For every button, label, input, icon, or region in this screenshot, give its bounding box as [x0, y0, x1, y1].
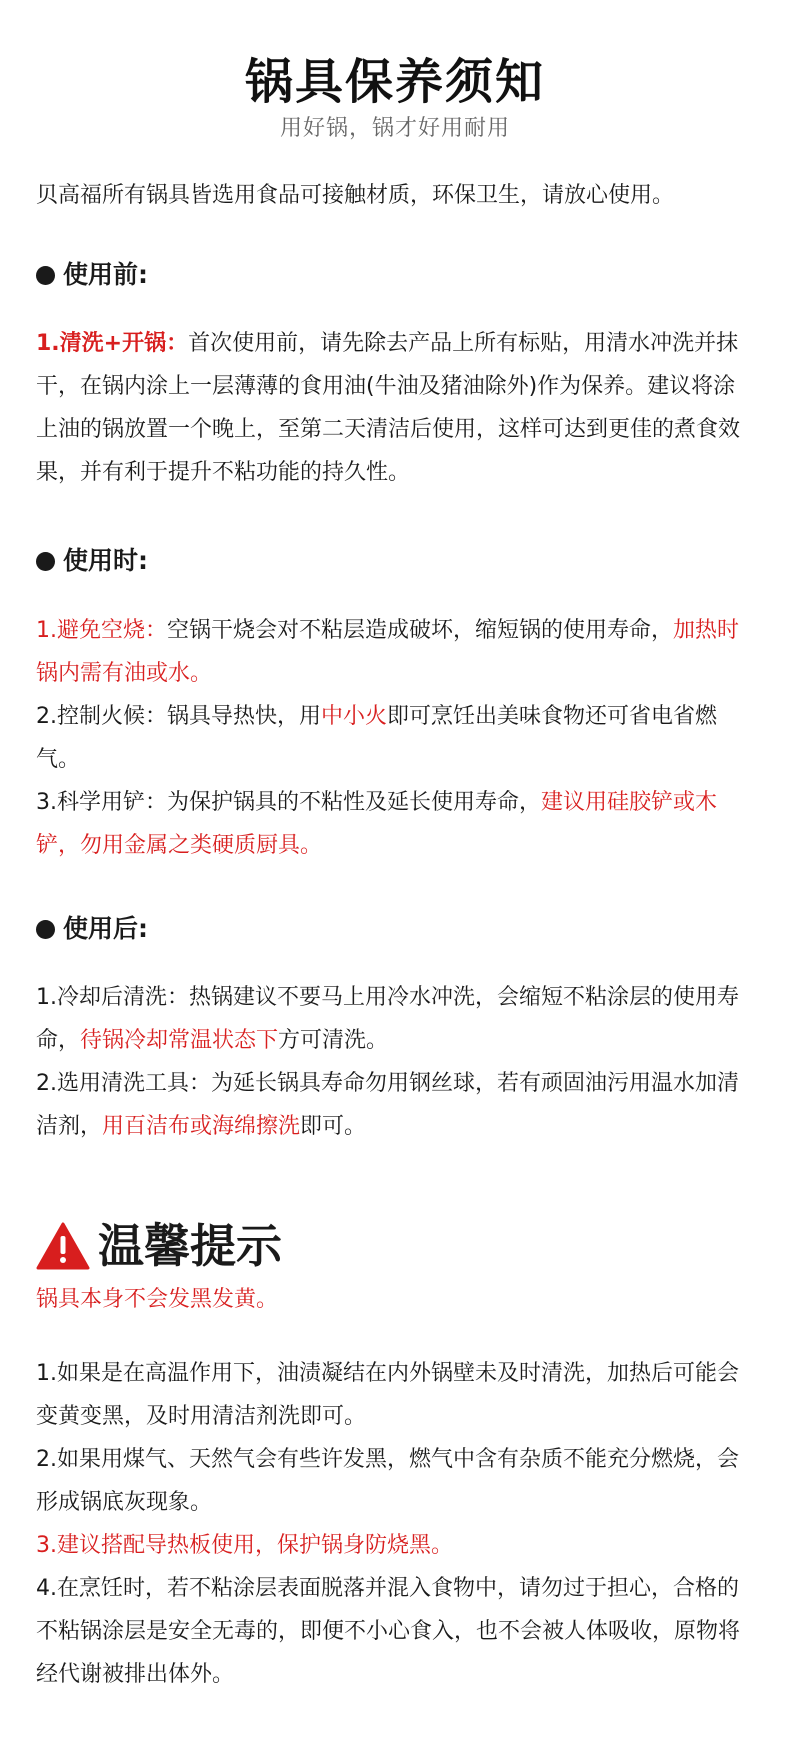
- tip-item-4: 4.在烹饪时，若不粘涂层表面脱落并混入食物中，请勿过于担心，合格的不粘锅涂层是安全无毒的，即便不小心食入，也不会被人体吸收，原物将经代谢被排出体外。: [36, 1576, 741, 1687]
- during-item-1: [36, 609, 756, 695]
- during-item-1-highlight: 加热时锅内需有油或水。: [36, 618, 740, 686]
- section-after-heading: [36, 912, 148, 946]
- after-item-1-text-a: 1.冷却后清洗：热锅建议不要马上用冷水冲洗，会缩短不粘涂层的使用寿命，: [36, 985, 739, 1053]
- after-item-1: [36, 976, 756, 1062]
- tip-item-1: 1.如果是在高温作用下，油渍凝结在内外锅壁未及时清洗，加热后可能会变黄变黑，及时用清洁剂洗即可。: [36, 1361, 739, 1429]
- section-before-heading: [36, 258, 148, 292]
- after-item-2-text-b: 即可。: [300, 1114, 367, 1139]
- tip-item-2: 2.如果用煤气、天然气会有些许发黑，燃气中含有杂质不能充分燃烧，会形成锅底灰现象。: [36, 1447, 739, 1515]
- during-item-1-label: 1.避免空烧：: [36, 618, 167, 643]
- tip-item-3: 3.建议搭配导热板使用，保护锅身防烧黑。: [36, 1533, 453, 1558]
- during-item-3: [36, 781, 756, 867]
- tips-body: [36, 1352, 756, 1696]
- during-item-2-text-b: 即可烹饪出美味食物还可省电省燃气。: [36, 704, 718, 772]
- page-title: 锅具保养须知: [244, 54, 545, 110]
- during-item-2: [36, 695, 756, 781]
- page-subtitle: 用好锅，锅才好用耐用: [279, 116, 510, 141]
- before-item-1: [36, 322, 756, 494]
- during-item-3-text: 3.科学用铲：为保护锅具的不粘性及延长使用寿命，: [36, 790, 541, 815]
- tips-heading: [36, 1216, 282, 1276]
- warning-triangle-icon: [36, 1222, 90, 1270]
- after-item-2-text-a: 2.选用清洗工具：为延长锅具寿命勿用钢丝球，若有顽固油污用温水加清洁剂，: [36, 1071, 739, 1139]
- after-item-2: [36, 1062, 756, 1148]
- section-before-label: 使用前:: [63, 260, 148, 289]
- section-during-body: [36, 609, 756, 867]
- section-before-body: [36, 322, 756, 494]
- intro-text: 贝高福所有锅具皆选用食品可接触材质，环保卫生，请放心使用。: [36, 183, 675, 208]
- during-item-1-text: 空锅干烧会对不粘层造成破坏，缩短锅的使用寿命，: [167, 618, 674, 643]
- section-during-label: 使用时:: [63, 546, 148, 575]
- tips-subheading: 锅具本身不会发黑发黄。: [36, 1287, 279, 1312]
- during-item-3-highlight: 建议用硅胶铲或木铲，勿用金属之类硬质厨具。: [36, 790, 718, 858]
- after-item-1-highlight: 待锅冷却常温状态下: [80, 1028, 279, 1053]
- before-item-1-label: 1.清洗+开锅：: [36, 331, 189, 356]
- after-item-2-highlight: 用百洁布或海绵擦洗: [102, 1114, 301, 1139]
- after-item-1-text-b: 方可清洗。: [278, 1028, 389, 1053]
- section-during-heading: [36, 544, 148, 578]
- bullet-dot-icon: [36, 552, 55, 571]
- during-item-2-text-a: 2.控制火候：锅具导热快，用: [36, 704, 321, 729]
- before-item-1-text: 首次使用前，请先除去产品上所有标贴，用清水冲洗并抹干，在锅内涂上一层薄薄的食用油(牛油及猪油除外)作为保养。建议将涂上油的锅放置一个晚上，至第二天清洁后使用，这样可达到更佳的煮食效果，并有利于提升不粘功能的持久性。: [36, 331, 741, 485]
- during-item-2-highlight: 中小火: [321, 704, 388, 729]
- section-after-label: 使用后:: [63, 914, 148, 943]
- bullet-dot-icon: [36, 266, 55, 285]
- section-after-body: [36, 976, 756, 1148]
- bullet-dot-icon: [36, 920, 55, 939]
- tips-heading-label: 温馨提示: [98, 1219, 282, 1273]
